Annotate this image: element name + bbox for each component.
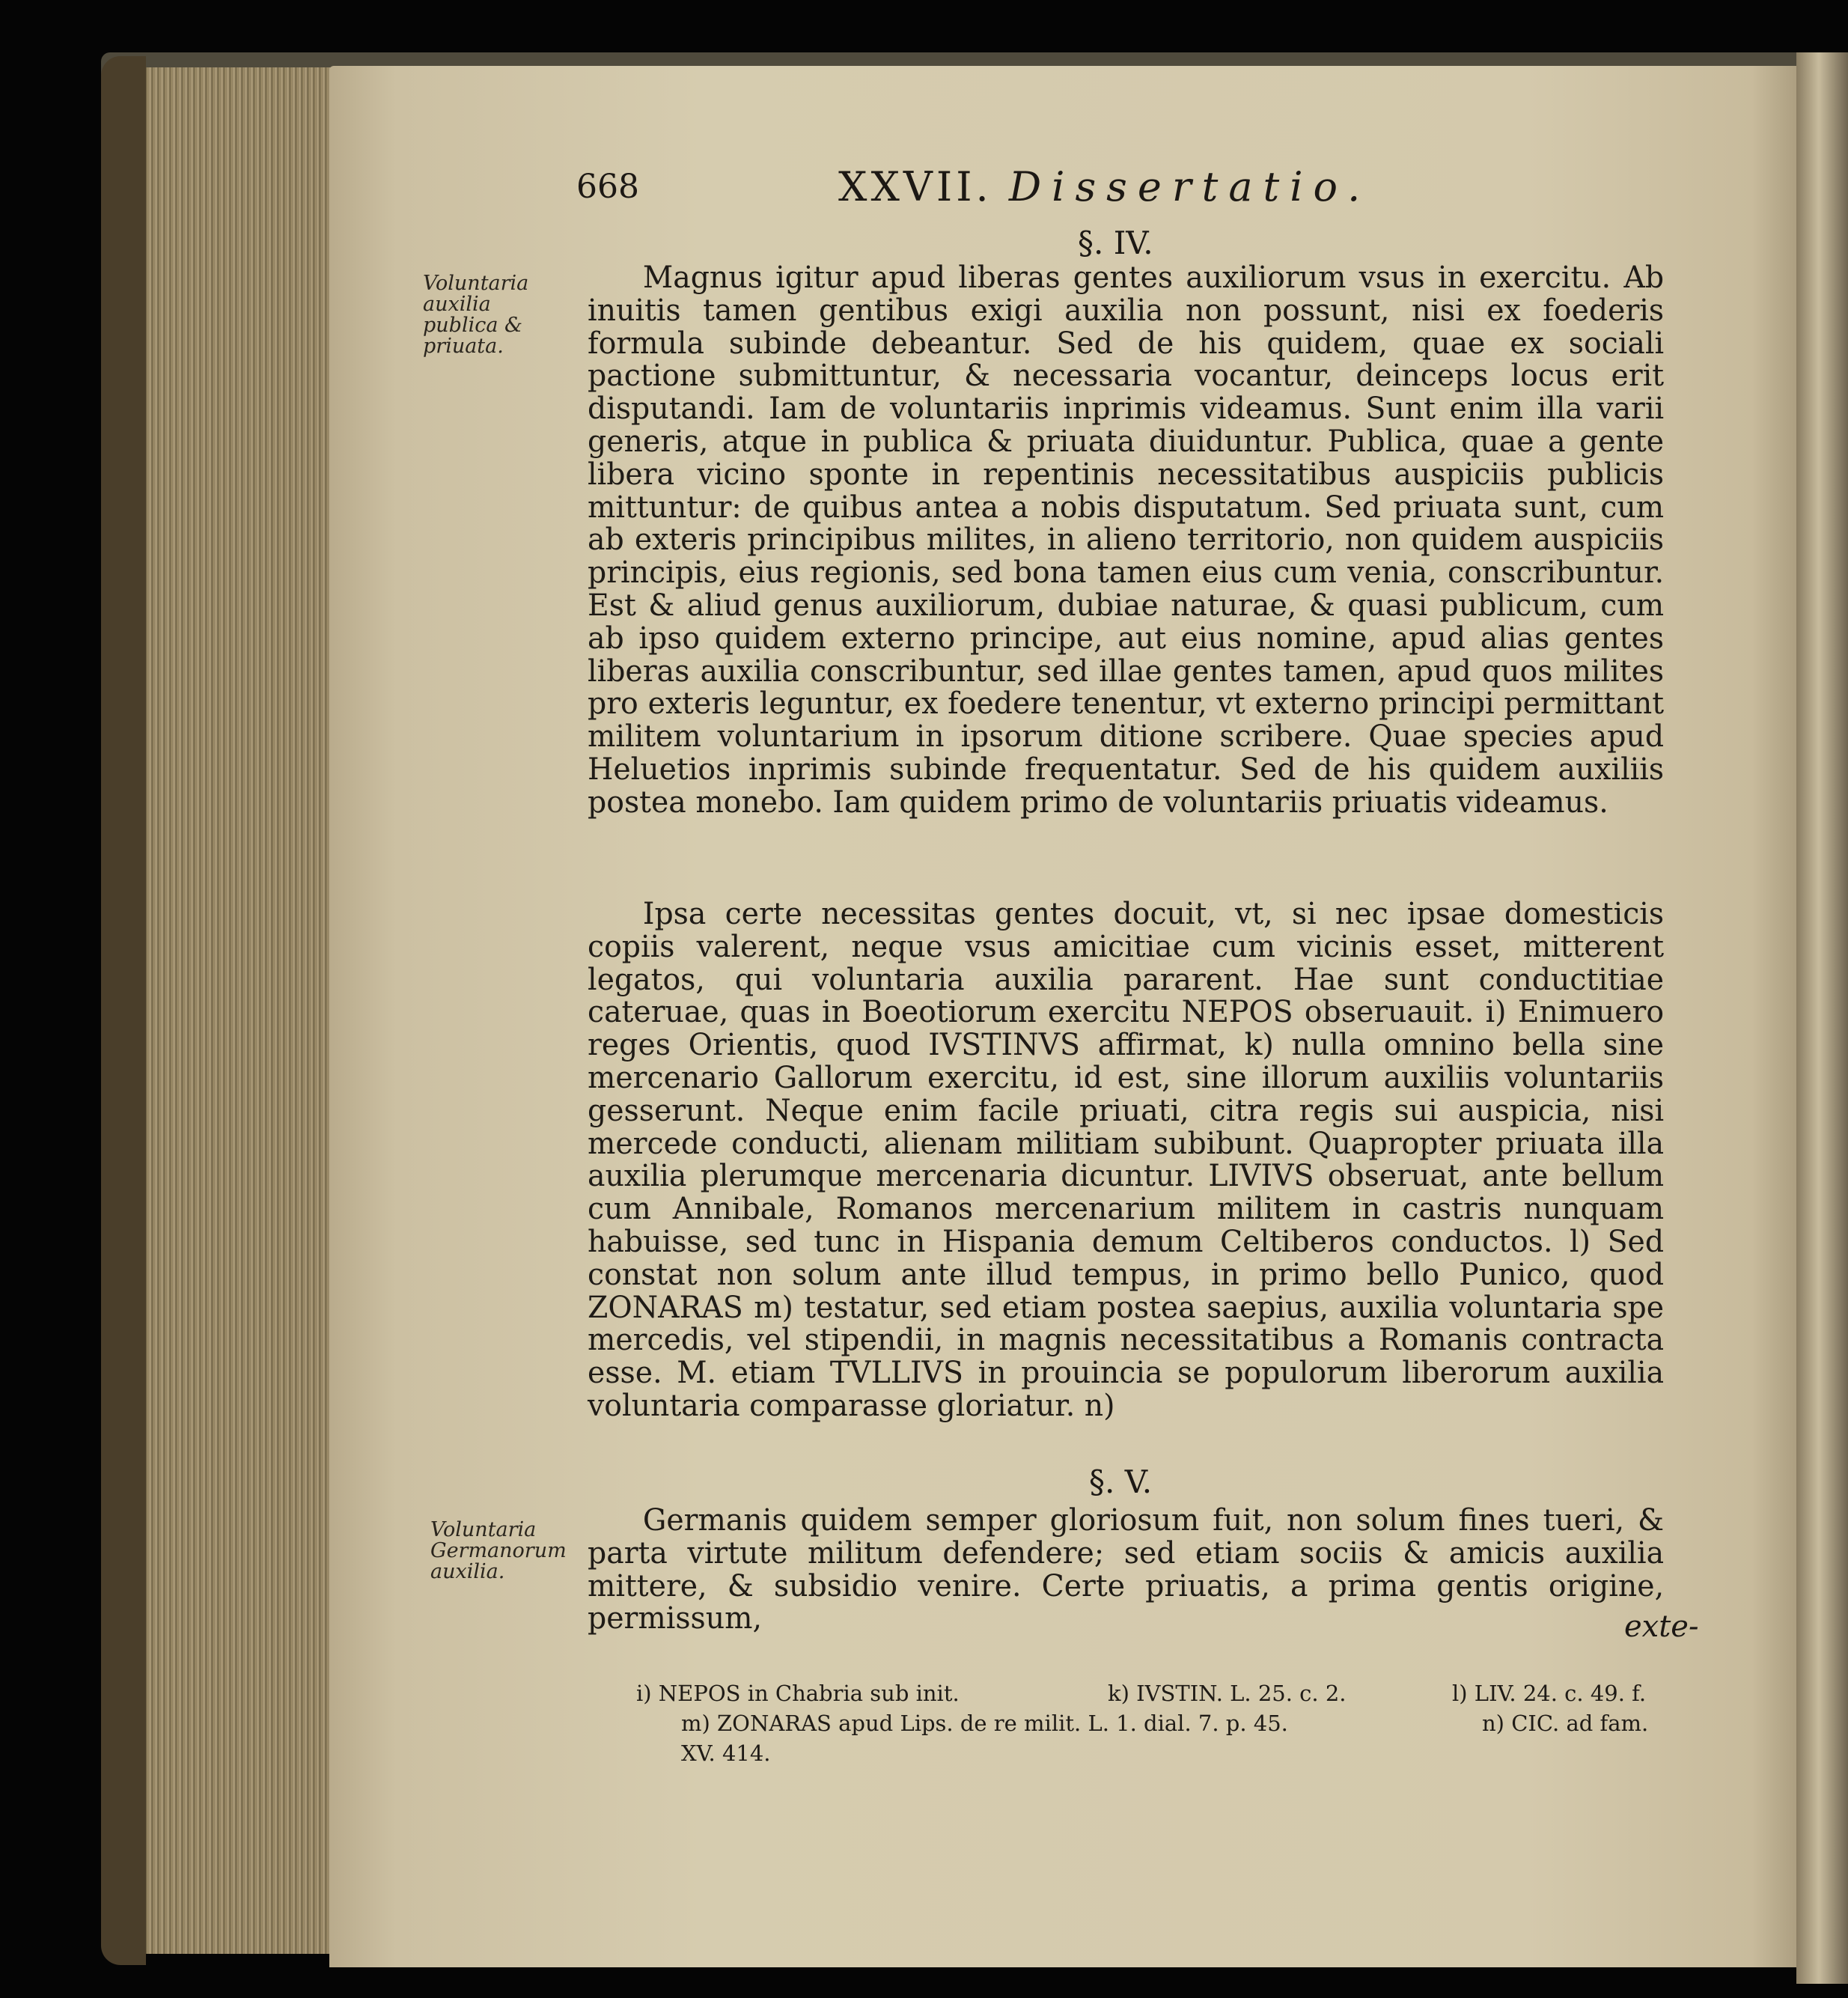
page-number: 668: [576, 168, 639, 206]
footnote-l: l) LIV. 24. c. 49. f.: [1452, 1681, 1647, 1706]
footnote-n-continued: XV. 414.: [681, 1740, 771, 1766]
paragraph-3: Germanis quidem semper gloriosum fuit, non solum fines tueri, & parta virtute militum defendere; sed etiam sociis & amicis auxilia mittere, & subsidio venire. Certe priuatis, a prima gentis origine, permissum,: [588, 1503, 1665, 1636]
section-heading-iv: §. IV.: [1078, 225, 1153, 261]
page-edges: [112, 67, 337, 1954]
page-gutter: [1796, 52, 1848, 1984]
footnote-m: m) ZONARAS apud Lips. de re milit. L. 1. dial. 7. p. 45.: [681, 1711, 1288, 1736]
footnote-n: n) CIC. ad fam.: [1482, 1711, 1649, 1736]
footnote-row-2: [636, 1711, 1699, 1740]
margin-note-germanorum: Voluntaria Germanorum auxilia.: [430, 1518, 567, 1583]
footnote-row-1: [636, 1681, 1699, 1711]
running-title: XXVII. Dissertatio.: [838, 163, 1371, 210]
footnote-row-3: [681, 1740, 771, 1770]
running-title-word: Dissertatio.: [1008, 163, 1371, 210]
section-heading-v: §. V.: [1089, 1464, 1153, 1500]
footnote-i: i) NEPOS in Chabria sub init.: [636, 1681, 960, 1706]
footnote-k: k) IVSTIN. L. 25. c. 2.: [1108, 1681, 1347, 1706]
book-spine-edge: [101, 56, 146, 1965]
catchword: exte-: [1624, 1609, 1699, 1644]
running-header: [569, 163, 1639, 216]
paragraph-1: Magnus igitur apud liberas gentes auxiliorum vsus in exercitu. Ab inuitis tamen gentibus exigi auxilia non possunt, nisi ex foederis formula subinde debeantur. Sed de his quidem, quae ex sociali pactione submittuntur, & necessaria vocantur, deinceps locus erit disputandi. Iam de voluntariis inprimis videamus. Sunt enim illa varii generis, atque in publica & priuata diuiduntur. Publica, quae a gente libera vicino sponte in repentinis necessitatibus auspiciis publicis mittuntur: de quibus antea a nobis disputatum. Sed priuata sunt, cum ab exteris principibus milites, in alieno territorio, non quidem auspiciis principis, eius regionis, sed bona tamen eius cum venia, conscribuntur. Est & aliud genus auxiliorum, dubiae naturae, & quasi publicum, cum ab ipso quidem externo principe, aut eius nomine, apud alias gentes liberas auxilia conscribuntur, sed illae gentes tamen, apud quos milites pro exteris leguntur, ex foedere tenentur, vt externo principi permittant militem voluntarium in ipsorum ditione scribere. Quae species apud Heluetios inprimis subinde frequentatur. Sed de his quidem auxiliis postea monebo. Iam quidem primo de voluntariis priuatis videamus.: [588, 261, 1665, 820]
paragraph-2: Ipsa certe necessitas gentes docuit, vt, si nec ipsae domesticis copiis valerent, neque vsus amicitiae cum vicinis esset, mitterent legatos, qui voluntaria auxilia pararent. Hae sunt conductitiae cateruae, quas in Boeotiorum exercitu NEPOS obseruauit. i) Enimuero reges Orientis, quod IVSTINVS affirmat, k) nulla omnino bella sine mercenario Gallorum exercitu, id est, sine illorum auxiliis voluntariis gesserunt. Neque enim facile priuati, citra regis sui auspicia, nisi mercede conducti, alienam militiam subibunt. Quapropter priuata illa auxilia plerumque mercenaria dicuntur. LIVIVS obseruat, ante bellum cum Annibale, Romanos mercenarium militem in castris nunquam habuisse, sed tunc in Hispania demum Celtiberos conductos. l) Sed constat non solum ante illud tempus, in primo bello Punico, quod ZONARAS m) testatur, sed etiam postea saepius, auxilia voluntaria spe mercedis, vel stipendii, in magnis necessitatibus a Romanis contracta esse. M. etiam TVLLIVS in prouincia se populorum liberorum auxilia voluntaria comparasse gloriatur. n): [588, 897, 1665, 1423]
margin-note-publica-priuata: Voluntaria auxilia publica & priuata.: [423, 272, 529, 358]
